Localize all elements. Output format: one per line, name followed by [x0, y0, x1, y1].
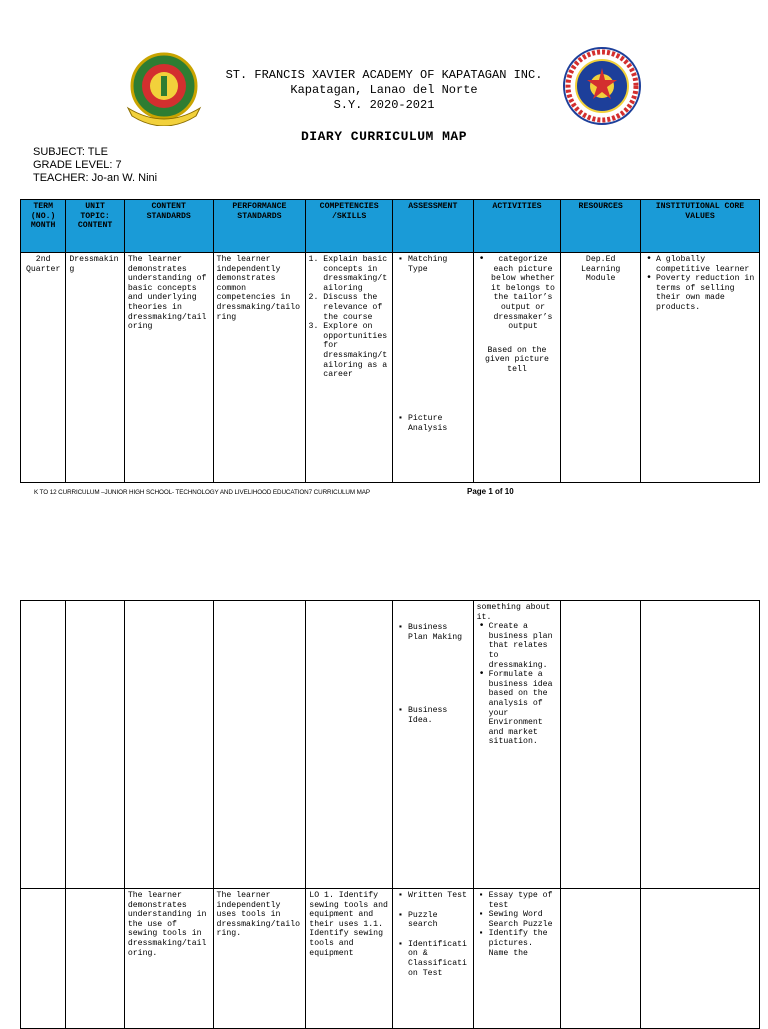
- col-activities: ACTIVITIES: [473, 200, 561, 253]
- table-row: [21, 889, 760, 1029]
- assessment-cell: [393, 253, 474, 483]
- activity-item: ▪ Identify the pictures. Name the: [489, 929, 558, 958]
- assessment-item: ▪ Business Plan Making: [408, 623, 470, 642]
- assessment-item: ▪ Business Idea.: [408, 706, 470, 725]
- page-number: Page 1 of 10: [467, 487, 514, 496]
- activity-item: • categorize each picture below whether it belongs to the tailor’s output or dressmaker’s output: [489, 255, 558, 332]
- competencies-cell: [306, 253, 393, 483]
- assessment-cell: [393, 601, 474, 889]
- competency-item: 1. Explain basic concepts in dressmaking/tailoring: [323, 255, 389, 293]
- col-core-values: INSTITUTIONAL CORE VALUES: [640, 200, 759, 253]
- term-cell: 2nd Quarter: [21, 253, 66, 483]
- school-header: [0, 68, 768, 113]
- header-row: [21, 200, 760, 253]
- teacher-line: TEACHER: Jo-an W. Nini: [33, 172, 158, 184]
- activity-item: • Formulate a business idea based on the analysis of your Environment and market situation.: [489, 670, 558, 747]
- activities-cell: [473, 253, 561, 483]
- activity-continued: something about it.: [476, 603, 551, 622]
- activities-cell: [473, 601, 561, 889]
- assessment-item: ▪ Picture Analysis: [408, 414, 470, 433]
- curriculum-map-table: [20, 199, 760, 483]
- activity-item: ▪ Sewing Word Search Puzzle: [489, 910, 558, 929]
- core-value-item: • A globally competitive learner: [656, 255, 756, 274]
- col-content-standards: CONTENT STANDARDS: [124, 200, 213, 253]
- content-standard-cell: The learner demonstrates understanding of basic concepts and underlying theories in dressmaking/tailoring: [124, 253, 213, 483]
- activities-cell: [473, 889, 561, 1029]
- core-value-item: • Poverty reduction in terms of selling their own made products.: [656, 274, 756, 312]
- document-meta: [33, 146, 157, 185]
- table-row: [21, 253, 760, 483]
- unit-cell: Dressmaking: [66, 253, 124, 483]
- assessment-item: ▪ Matching Type: [408, 255, 470, 274]
- col-resources: RESOURCES: [561, 200, 641, 253]
- col-performance-standards: PERFORMANCE STANDARDS: [213, 200, 306, 253]
- deped-seal: [562, 46, 642, 126]
- school-year: S.Y. 2020-2021: [333, 98, 435, 112]
- document-title: DIARY CURRICULUM MAP: [300, 129, 468, 144]
- assessment-cell: [393, 889, 474, 1029]
- assessment-item: ▪ Written Test: [408, 891, 470, 901]
- competencies-cell: LO 1. Identify sewing tools and equipment and their uses 1.1. Identify sewing tools and equipment: [306, 889, 393, 1029]
- school-name: ST. FRANCIS XAVIER ACADEMY OF KAPATAGAN INC.: [225, 68, 543, 82]
- grade-line: GRADE LEVEL: 7: [33, 159, 122, 171]
- performance-standard-cell: The learner independently demonstrates common competencies in dressmaking/tailoring: [213, 253, 306, 483]
- assessment-item: ▪ Puzzle search: [408, 911, 470, 930]
- col-assessment: ASSESSMENT: [393, 200, 474, 253]
- content-standard-cell: The learner demonstrates understanding in the use of sewing tools in dressmaking/tailoring.: [124, 889, 213, 1029]
- col-term: TERM (NO.) MONTH: [21, 200, 66, 253]
- col-competencies: COMPETENCIES /SKILLS: [306, 200, 393, 253]
- competency-item: 2. Discuss the relevance of the course: [323, 293, 389, 322]
- resources-cell: Dep.Ed Learning Module: [561, 253, 641, 483]
- page-footer: K TO 12 CURRICULUM –JUNIOR HIGH SCHOOL- TECHNOLOGY AND LIVELIHOOD EDUCATION7 CURRICULUM MAP: [34, 489, 371, 496]
- activity-item: • Create a business plan that relates to dressmaking.: [489, 622, 558, 670]
- curriculum-map-table-continued: [20, 600, 760, 1029]
- competency-item: 3. Explore on opportunities for dressmaking/tailoring as a career: [323, 322, 389, 380]
- subject-line: SUBJECT: TLE: [33, 146, 108, 158]
- col-unit: UNIT TOPIC: CONTENT: [66, 200, 124, 253]
- activity-item: Based on the given picture tell: [485, 345, 549, 374]
- assessment-item: ▪ Identification & Classification Test: [408, 940, 470, 978]
- table-row: [21, 601, 760, 889]
- performance-standard-cell: The learner independently uses tools in dressmaking/tailoring.: [213, 889, 306, 1029]
- core-values-cell: [640, 253, 759, 483]
- school-address: Kapatagan, Lanao del Norte: [290, 83, 478, 97]
- activity-item: ▪ Essay type of test: [489, 891, 558, 910]
